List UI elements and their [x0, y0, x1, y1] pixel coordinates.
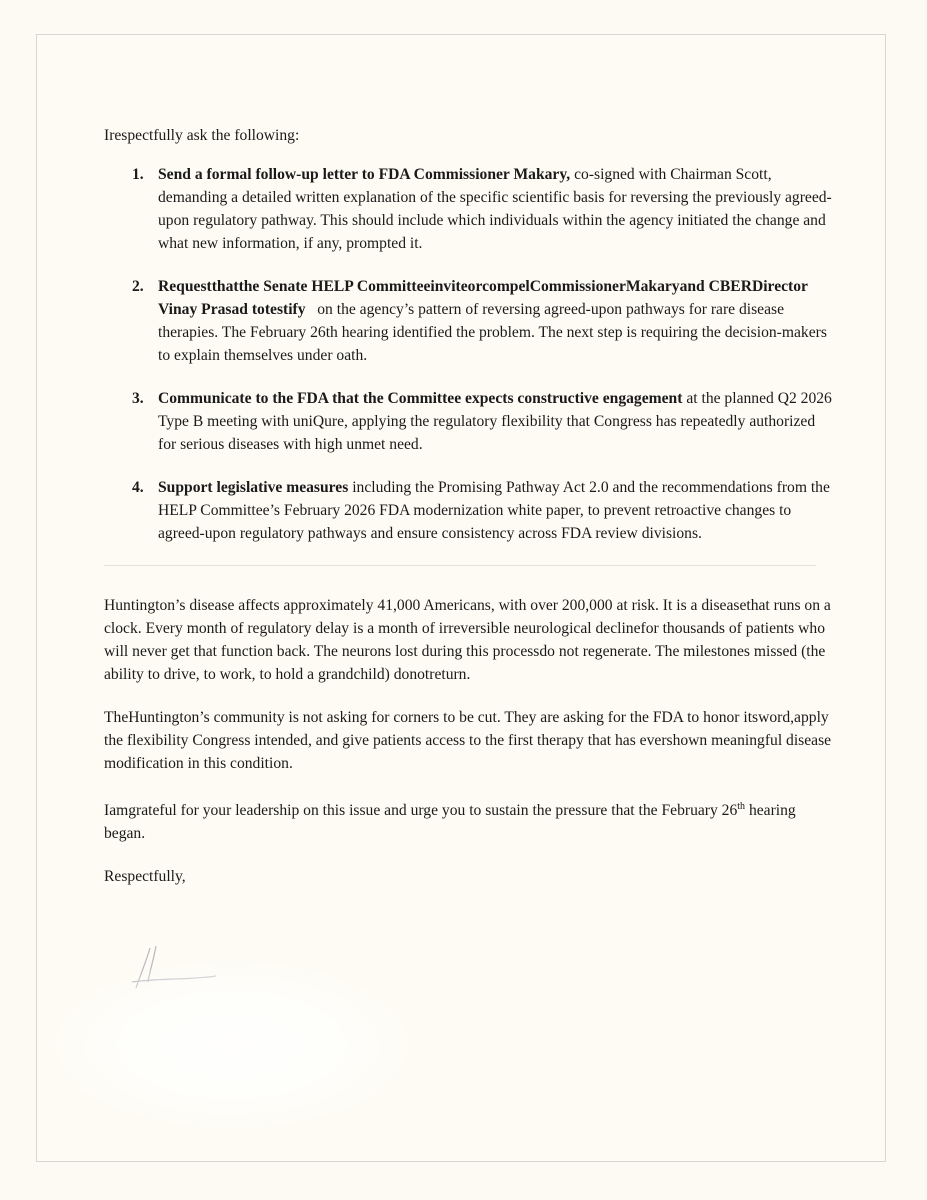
whiteout-smudge [52, 960, 412, 1130]
request-number: 4. [132, 479, 144, 496]
request-item-3 [104, 387, 834, 456]
paragraph-community: TheHuntington’s community is not asking for corners to be cut. They are asking for the FDA to honor itsword,apply the flexibility Congress intended, and give patients access to the first therapy that has evershown meaningful disease modification in this condition. [104, 709, 832, 772]
request-list [104, 163, 834, 545]
request-text: on the agency’s pattern of reversing agreed-upon pathways for rare disease therapies. The February 26th hearing identified the problem. The next step is requiring the decision-makers to explain themselves under oath. [158, 301, 831, 364]
request-number: 2. [132, 278, 144, 295]
request-bold-text: Support legislative measures [158, 479, 349, 496]
request-text: at the planned Q2 2026 Type B meeting with uniQure, applying the regulatory flexibility that Congress has repeatedly authorized for serious diseases with high unmet need. [158, 390, 832, 453]
gratitude-text-end: hearing began. [104, 802, 796, 843]
letter-body [104, 124, 834, 888]
request-number: 1. [132, 166, 144, 183]
request-item-4 [104, 476, 834, 545]
gratitude-text: Iamgrateful for your leadership on this issue and urge you to sustain the pressure that the February 26 [104, 802, 738, 820]
ordinal-suffix: th [737, 801, 746, 812]
section-divider [104, 565, 816, 566]
request-item-2 [104, 275, 834, 367]
request-text: co-signed with Chairman Scott, demanding a detailed written explanation of the specific scientific basis for reversing the previously agreed-upon regulatory pathway. This should include which individuals within the agency initiated the change and what new information, if any, prompted it. [158, 166, 832, 252]
request-bold-text: Communicate to the FDA that the Committee expects constructive engagement [158, 390, 683, 407]
request-bold-text: Requestthatthe Senate HELP CommitteeinviteorcompelCommissionerMakaryand CBERDirector Vinay Prasad totestify [158, 278, 808, 318]
request-number: 3. [132, 390, 144, 407]
paragraph-gratitude [104, 795, 834, 845]
request-item-1 [104, 163, 834, 255]
paragraph-disease-impact: Huntington’s disease affects approximately 41,000 Americans, with over 200,000 at risk. It is a diseasethat runs on a clock. Every month of regulatory delay is a month of irreversible neurological declinefor thousands of patients who will never get that function back. The neurons lost during this processdo not regenerate. The milestones missed (the ability to drive, to work, to hold a grandchild) donotreturn. [104, 597, 831, 683]
closing-salutation: Respectfully, [104, 868, 186, 886]
intro-line: Irespectfully ask the following: [104, 127, 300, 144]
request-text: including the Promising Pathway Act 2.0 and the recommendations from the HELP Committee’s February 2026 FDA modernization white paper, to prevent retroactive changes to agreed-upon regulatory pathways and ensure consistency across FDA review divisions. [158, 479, 830, 542]
request-bold-text: Send a formal follow-up letter to FDA Commissioner Makary, [158, 166, 571, 183]
